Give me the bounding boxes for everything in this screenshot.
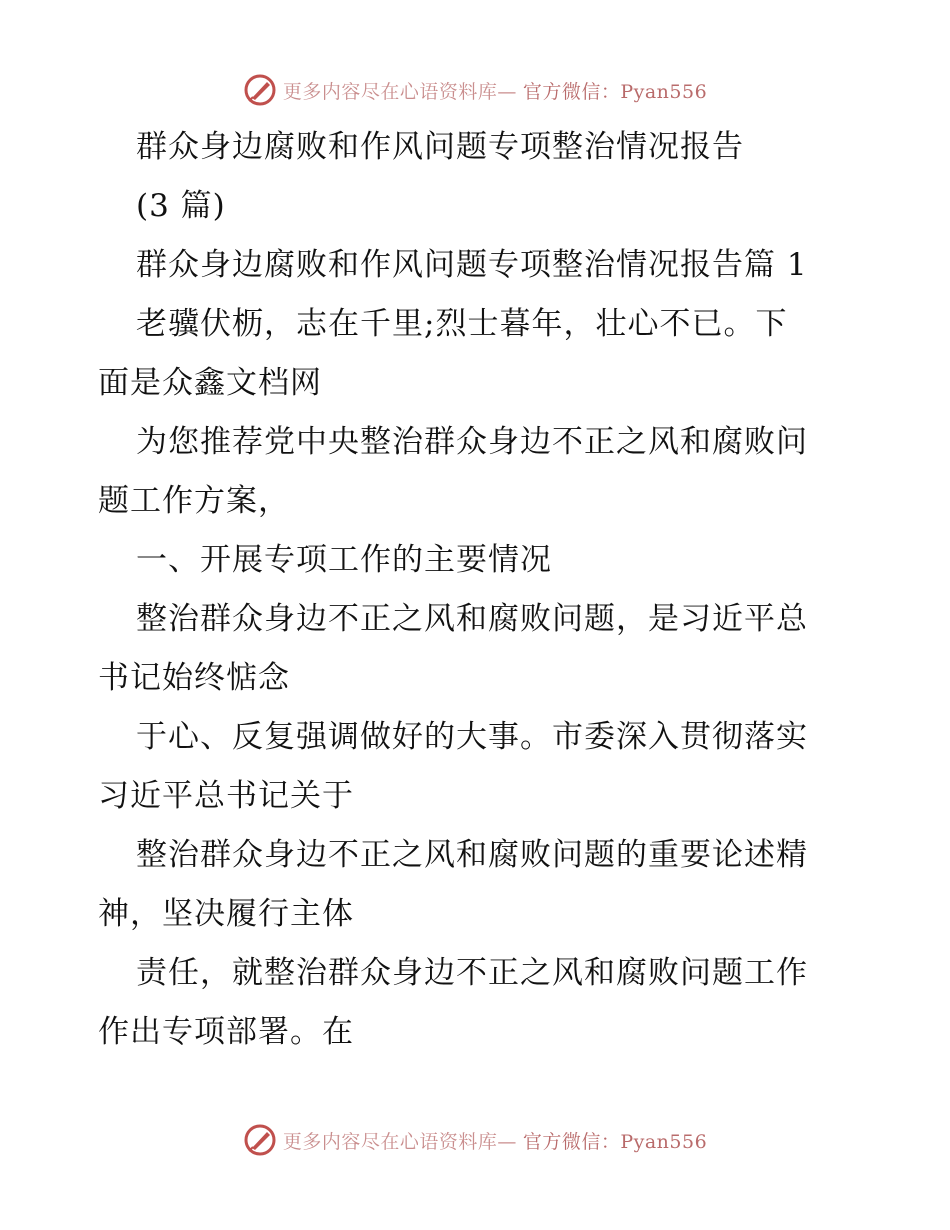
section-heading: 一、开展专项工作的主要情况	[136, 542, 552, 578]
quill-logo-icon	[243, 73, 277, 107]
banner-site-text: 更多内容尽在心语资料库—	[282, 80, 517, 103]
footer-watermark-banner	[0, 1120, 950, 1160]
text-line: 神，坚决履行主体	[98, 896, 354, 932]
text-line: 群众身边腐败和作风问题专项整治情况报告篇 1	[136, 247, 808, 283]
text-line: 作出专项部署。在	[98, 1014, 354, 1050]
text-line: 习近平总书记关于	[98, 778, 354, 814]
text-line: 题工作方案，	[98, 483, 290, 519]
quill-logo-icon	[243, 1123, 277, 1157]
text-line: 书记始终惦念	[98, 660, 290, 696]
text-line: 责任，就整治群众身边不正之风和腐败问题工作	[136, 955, 808, 991]
document-title: 群众身边腐败和作风问题专项整治情况报告	[136, 129, 744, 165]
text-line: 整治群众身边不正之风和腐败问题的重要论述精	[136, 837, 808, 873]
text-line: 整治群众身边不正之风和腐败问题，是习近平总	[136, 601, 808, 637]
text-line: 老骥伏枥，志在千里;烈士暮年，壮心不已。下	[136, 306, 788, 342]
text-line: 面是众鑫文档网	[98, 365, 322, 401]
document-body	[98, 118, 858, 1062]
banner-wechat-text: 官方微信：Pyan556	[522, 80, 708, 103]
text-line: 于心、反复强调做好的大事。市委深入贯彻落实	[136, 719, 808, 755]
document-title-count: (3 篇)	[136, 188, 226, 224]
header-watermark-banner	[0, 70, 950, 110]
text-line: 为您推荐党中央整治群众身边不正之风和腐败问	[136, 424, 808, 460]
banner-wechat-text: 官方微信：Pyan556	[522, 1130, 708, 1153]
banner-site-text: 更多内容尽在心语资料库—	[282, 1130, 517, 1153]
